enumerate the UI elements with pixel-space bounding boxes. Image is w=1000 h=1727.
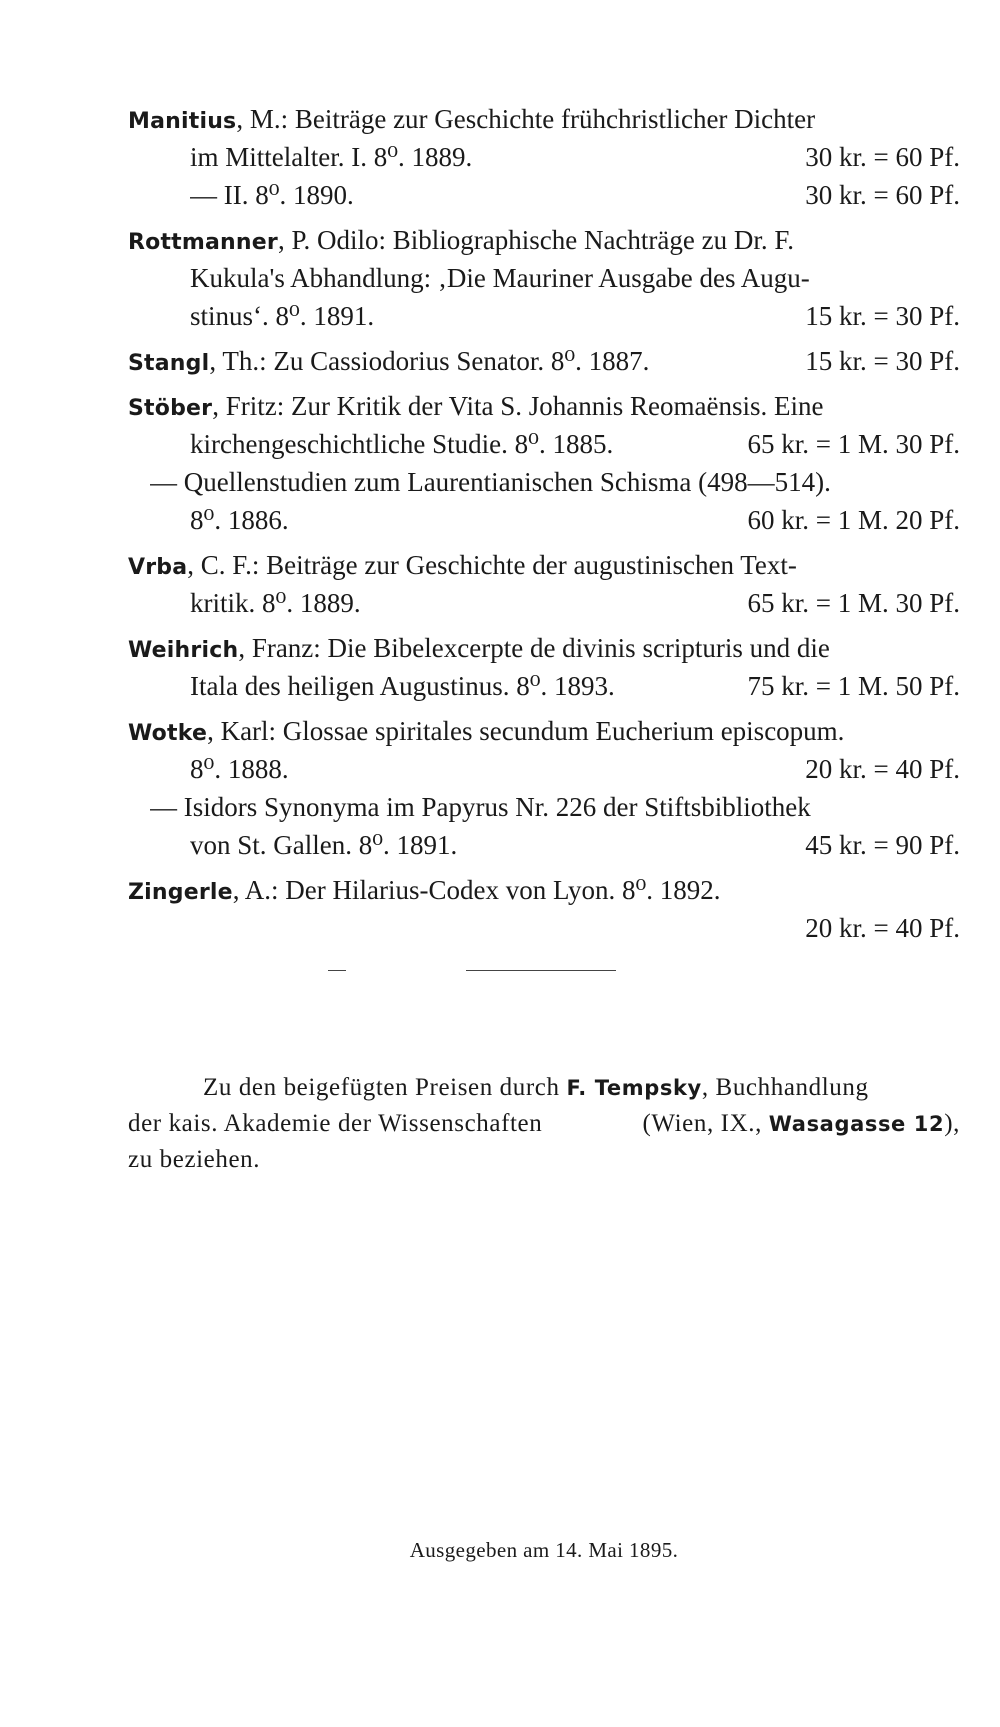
entry-line bbox=[128, 501, 960, 539]
entry-line bbox=[128, 138, 960, 176]
author-name: Wotke bbox=[128, 721, 208, 746]
entry-price: 45 kr. = 90 Pf. bbox=[805, 830, 960, 860]
entry-line bbox=[128, 546, 960, 584]
entry-line bbox=[128, 909, 960, 947]
bibliography-entry bbox=[128, 221, 960, 335]
entry-text: kritik. 8⁰. 1889. bbox=[190, 588, 361, 618]
footer-notice bbox=[128, 1070, 960, 1177]
entry-text: stinus‘. 8⁰. 1891. bbox=[190, 301, 375, 331]
entry-text: 8⁰. 1888. bbox=[190, 754, 289, 784]
publication-date: Ausgegeben am 14. Mai 1895. bbox=[409, 1538, 679, 1562]
entry-price: 30 kr. = 60 Pf. bbox=[805, 142, 960, 172]
separator-rule bbox=[466, 970, 616, 971]
footer-line-1: Zu den beigefügten Preisen durch F. Tempsky, Buchhandlung bbox=[203, 1074, 869, 1101]
bibliography-entry bbox=[128, 871, 960, 947]
entry-line bbox=[128, 750, 960, 788]
entry-price: 60 kr. = 1 M. 20 Pf. bbox=[747, 505, 960, 535]
author-name: Weihrich bbox=[128, 638, 239, 663]
entry-line bbox=[128, 584, 960, 622]
entry-price: 15 kr. = 30 Pf. bbox=[805, 346, 960, 376]
author-name: Manitius bbox=[128, 109, 237, 134]
entry-text: 8⁰. 1886. bbox=[190, 505, 289, 535]
entry-line bbox=[128, 342, 960, 380]
author-name: Vrba bbox=[128, 555, 188, 580]
entry-text: , Karl: Glossae spiritales secundum Eucherium episcopum. bbox=[207, 716, 845, 746]
entry-text: , M.: Beiträge zur Geschichte frühchristlicher Dichter bbox=[236, 104, 816, 134]
entry-price: 20 kr. = 40 Pf. bbox=[805, 754, 960, 784]
entry-text: im Mittelalter. I. 8⁰. 1889. bbox=[190, 142, 473, 172]
entry-line bbox=[128, 871, 960, 909]
entry-text: Itala des heiligen Augustinus. 8⁰. 1893. bbox=[190, 671, 615, 701]
separator-rule bbox=[328, 970, 346, 971]
bibliography-entry bbox=[128, 387, 960, 539]
author-name: Stöber bbox=[128, 396, 213, 421]
publisher-address: Wasagasse 12 bbox=[768, 1112, 945, 1136]
entry-price: 20 kr. = 40 Pf. bbox=[805, 913, 960, 943]
entry-line bbox=[128, 667, 960, 705]
entry-line bbox=[128, 387, 960, 425]
entry-line bbox=[128, 221, 960, 259]
entry-text: , Fritz: Zur Kritik der Vita S. Johannis Reomaënsis. Eine bbox=[212, 391, 824, 421]
entry-line bbox=[128, 629, 960, 667]
bibliography-entry bbox=[128, 629, 960, 705]
bibliography-entry bbox=[128, 546, 960, 622]
entry-text: — Isidors Synonyma im Papyrus Nr. 226 der Stiftsbibliothek bbox=[150, 792, 811, 822]
entry-text: , Th.: Zu Cassiodorius Senator. 8⁰. 1887. bbox=[209, 346, 650, 376]
entry-text: Kukula's Abhandlung: ‚Die Mauriner Ausgabe des Augu- bbox=[190, 263, 810, 293]
author-name: Stangl bbox=[128, 351, 210, 376]
entry-price: 75 kr. = 1 M. 50 Pf. bbox=[747, 671, 960, 701]
entry-text: — II. 8⁰. 1890. bbox=[190, 180, 354, 210]
entry-line bbox=[128, 100, 960, 138]
author-name: Zingerle bbox=[128, 880, 233, 905]
entry-line bbox=[128, 259, 960, 297]
publisher-name: F. Tempsky bbox=[566, 1076, 702, 1100]
entry-line bbox=[128, 826, 960, 864]
bibliography-list bbox=[128, 100, 960, 954]
entry-text: kirchengeschichtliche Studie. 8⁰. 1885. bbox=[190, 429, 614, 459]
footer-line-2: der kais. Akademie der Wissenschaften (Wien, IX., Wasagasse 12), bbox=[128, 1110, 960, 1137]
entry-price: 30 kr. = 60 Pf. bbox=[805, 180, 960, 210]
author-name: Rottmanner bbox=[128, 230, 278, 255]
bibliography-entry bbox=[128, 712, 960, 864]
footer-line-3: zu beziehen. bbox=[128, 1146, 261, 1173]
entry-line bbox=[128, 712, 960, 750]
entry-line bbox=[128, 463, 960, 501]
entry-text: — Quellenstudien zum Laurentianischen Schisma (498—514). bbox=[150, 467, 831, 497]
entry-line bbox=[128, 788, 960, 826]
entry-price: 65 kr. = 1 M. 30 Pf. bbox=[747, 588, 960, 618]
entry-line bbox=[128, 297, 960, 335]
entry-text: , P. Odilo: Bibliographische Nachträge zu Dr. F. bbox=[277, 225, 794, 255]
entry-line bbox=[128, 176, 960, 214]
entry-price: 65 kr. = 1 M. 30 Pf. bbox=[747, 429, 960, 459]
entry-text: , A.: Der Hilarius-Codex von Lyon. 8⁰. 1892. bbox=[232, 875, 721, 905]
entry-text: , C. F.: Beiträge zur Geschichte der augustinischen Text- bbox=[187, 550, 797, 580]
entry-line bbox=[128, 425, 960, 463]
entry-text: , Franz: Die Bibelexcerpte de divinis scripturis und die bbox=[238, 633, 830, 663]
bibliography-entry bbox=[128, 100, 960, 214]
entry-price: 15 kr. = 30 Pf. bbox=[805, 301, 960, 331]
entry-text: von St. Gallen. 8⁰. 1891. bbox=[190, 830, 458, 860]
bibliography-entry bbox=[128, 342, 960, 380]
